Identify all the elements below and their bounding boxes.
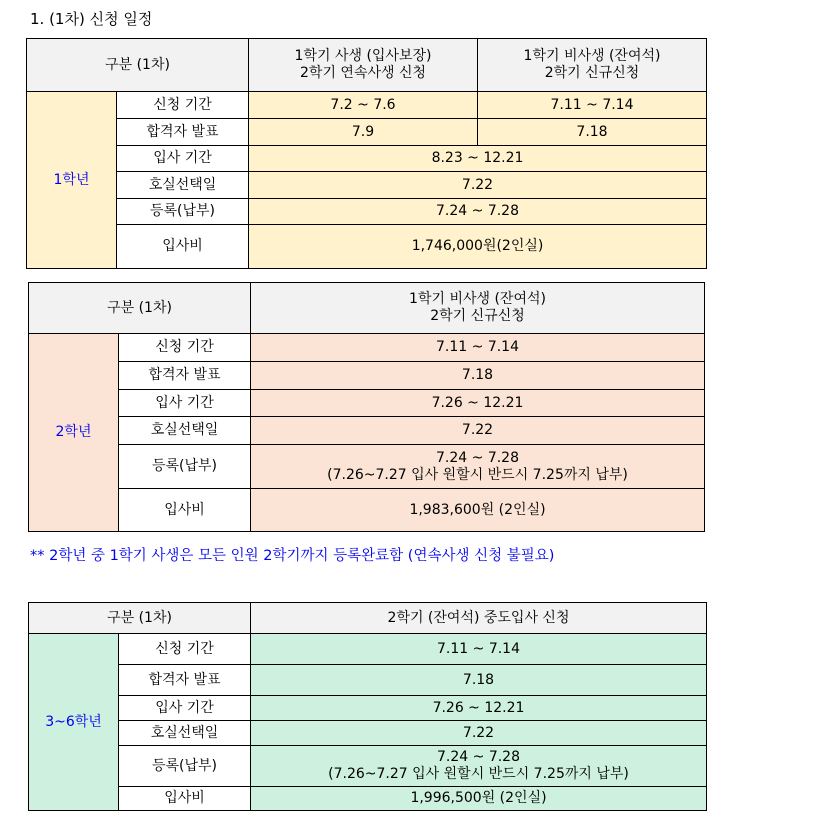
cell-value: 7.18: [251, 665, 707, 696]
cell-value: 7.9: [249, 119, 478, 146]
header-label: 구분 (1차): [29, 603, 251, 634]
cell-value: 7.24 ~ 7.28 (7.26~7.27 입사 원할시 반드시 7.25까지 납부): [251, 445, 705, 489]
cell-value: 7.18: [251, 362, 705, 390]
row-label: 합격자 발표: [119, 362, 251, 390]
cell-value: 1,996,500원 (2인실): [251, 787, 707, 811]
row-label: 입사 기간: [117, 146, 249, 172]
row-label: 입사비: [117, 225, 249, 269]
row-label: 신청 기간: [119, 634, 251, 665]
row-label: 등록(납부): [117, 199, 249, 225]
cell-value: 7.22: [251, 417, 705, 445]
row-label: 호실선택일: [119, 721, 251, 746]
row-label: 입사 기간: [119, 390, 251, 417]
cell-value: 8.23 ~ 12.21: [249, 146, 707, 172]
row-label: 입사비: [119, 489, 251, 532]
row-label: 신청 기간: [119, 334, 251, 362]
schedule-table-grade1: [26, 38, 707, 269]
cell-value: 7.18: [478, 119, 707, 146]
schedule-table-grade2: [28, 282, 705, 532]
header-label: 구분 (1차): [29, 283, 251, 334]
row-label: 입사 기간: [119, 696, 251, 721]
cell-value: 7.22: [251, 721, 707, 746]
row-label: 호실선택일: [117, 172, 249, 199]
row-label: 합격자 발표: [117, 119, 249, 146]
row-label: 합격자 발표: [119, 665, 251, 696]
column-header-2: 1학기 비사생 (잔여석) 2학기 신규신청: [478, 39, 707, 92]
row-label: 등록(납부): [119, 746, 251, 787]
cell-value: 7.26 ~ 12.21: [251, 696, 707, 721]
footnote: ** 2학년 중 1학기 사생은 모든 인원 2학기까지 등록완료함 (연속사생 신청 불필요): [30, 548, 555, 564]
cell-value: 7.24 ~ 7.28: [249, 199, 707, 225]
row-label: 신청 기간: [117, 92, 249, 119]
column-header: 2학기 (잔여석) 중도입사 신청: [251, 603, 707, 634]
cell-value: 7.22: [249, 172, 707, 199]
schedule-table-grade3-6: [28, 602, 707, 811]
page-heading: 1. (1차) 신청 일정: [30, 10, 153, 28]
header-label: 구분 (1차): [27, 39, 249, 92]
row-label: 호실선택일: [119, 417, 251, 445]
grade-label: 3~6학년: [29, 634, 119, 811]
cell-value: 7.2 ~ 7.6: [249, 92, 478, 119]
row-label: 등록(납부): [119, 445, 251, 489]
grade-label: 2학년: [29, 334, 119, 532]
cell-value: 7.11 ~ 7.14: [478, 92, 707, 119]
grade-label: 1학년: [27, 92, 117, 269]
column-header-1: 1학기 사생 (입사보장) 2학기 연속사생 신청: [249, 39, 478, 92]
cell-value: 7.24 ~ 7.28 (7.26~7.27 입사 원할시 반드시 7.25까지 납부): [251, 746, 707, 787]
cell-value: 7.26 ~ 12.21: [251, 390, 705, 417]
cell-value: 1,746,000원(2인실): [249, 225, 707, 269]
column-header: 1학기 비사생 (잔여석) 2학기 신규신청: [251, 283, 705, 334]
cell-value: 1,983,600원 (2인실): [251, 489, 705, 532]
row-label: 입사비: [119, 787, 251, 811]
cell-value: 7.11 ~ 7.14: [251, 334, 705, 362]
cell-value: 7.11 ~ 7.14: [251, 634, 707, 665]
